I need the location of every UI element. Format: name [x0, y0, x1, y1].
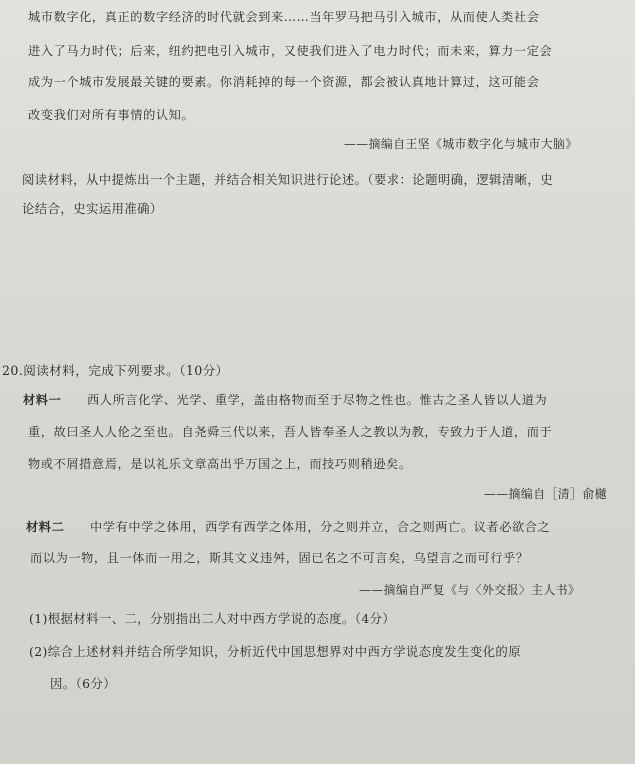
material-1-line: 西人所言化学、光学、重学，盖由格物而至于尽物之性也。惟古之圣人皆以人道为: [87, 393, 548, 407]
sub-question-1: (1)根据材料一、二，分别指出二人对中西方学说的态度。（4分）: [29, 611, 396, 626]
material-2-label: 材料二: [26, 520, 65, 534]
instruction-line: 论结合，史实运用准确）: [22, 201, 163, 216]
instruction-line: 阅读材料，从中提炼出一个主题，并结合相关知识进行论述。（要求：论题明确，逻辑清晰，史: [22, 172, 554, 187]
passage-line: 进入了马力时代；后来，纽约把电引入城市，又使我们进入了电力时代；而未来，算力一定会: [28, 44, 553, 58]
material-2-source: ——摘编自严复《与〈外交报〉主人书》: [359, 583, 581, 597]
material-1-line: 重，故曰圣人人伦之至也。自尧舜三代以来，吾人皆奉圣人之教以为教，专致力于人道，而于: [28, 425, 553, 439]
material-1-label: 材料一: [23, 393, 62, 407]
question-header: 20.阅读材料，完成下列要求。（10分）: [2, 363, 229, 378]
material-1-line: 物或不屑措意焉，是以礼乐文章高出乎万国之上，而技巧则稍逊矣。: [28, 457, 412, 471]
passage-source: ——摘编自王坚《城市数字化与城市大脑》: [344, 137, 578, 151]
material-2-line: 中学有中学之体用，西学有西学之体用，分之则并立，合之则两亡。议者必欲合之: [90, 520, 551, 534]
sub-question-2: (2)综合上述材料并结合所学知识，分析近代中国思想界对中西方学说态度发生变化的原: [29, 644, 522, 659]
passage-line: 改变我们对所有事情的认知。: [28, 108, 195, 122]
material-1-source: ——摘编自［清］俞樾: [484, 487, 607, 501]
passage-line: 城市数字化，真正的数字经济的时代就会到来……当年罗马把马引入城市，从而使人类社会: [28, 10, 540, 24]
material-2-line: 而以为一物，且一体而一用之，斯其文义违舛，固已名之不可言矣，乌望言之而可行乎？: [30, 551, 529, 565]
sub-question-2-cont: 因。（6分）: [50, 676, 117, 691]
passage-line: 成为一个城市发展最关键的要素。你消耗掉的每一个资源，都会被认真地计算过，这可能会: [28, 75, 540, 89]
